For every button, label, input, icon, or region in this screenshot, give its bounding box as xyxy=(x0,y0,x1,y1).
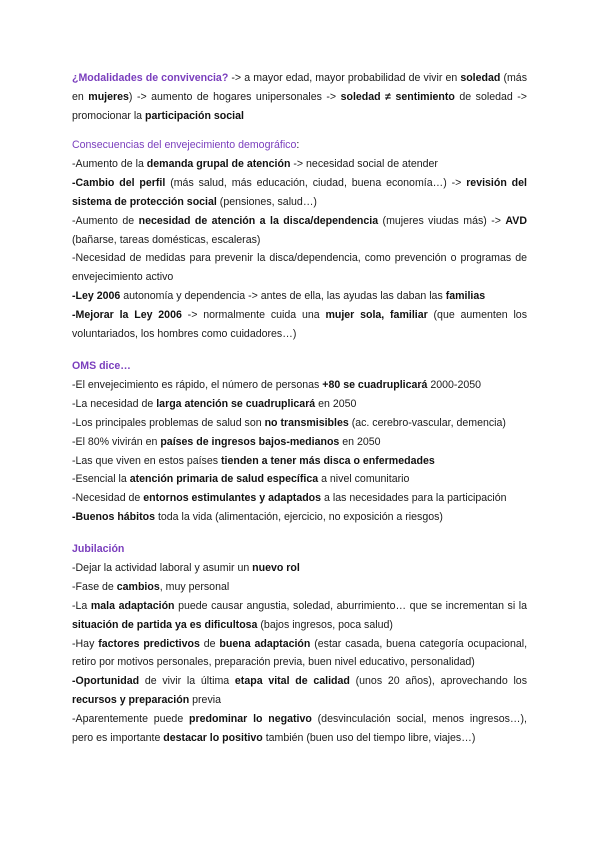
list-item xyxy=(72,414,527,433)
bold-text: larga atención se cuadruplicará xyxy=(156,397,316,410)
bold-text: revisión del sistema de protección social xyxy=(72,176,527,208)
section-oms xyxy=(72,357,527,527)
text: -Esencial la xyxy=(72,473,130,486)
bold-text: soledad ≠ sentimiento xyxy=(340,90,455,103)
bold-text: no transmisibles xyxy=(264,416,349,429)
bold-text: AVD xyxy=(505,214,527,227)
bold-text: +80 se cuadruplicará xyxy=(322,378,428,391)
bold-text: familias xyxy=(445,290,486,303)
text: en 2050 xyxy=(339,435,381,448)
bold-text: mala adaptación xyxy=(90,599,175,612)
text: -Los principales problemas de salud son xyxy=(72,416,265,429)
bold-text: predominar lo negativo xyxy=(189,713,312,726)
text: (estar casada, buena categoría ocupacional, retiro por motivos personales, preparación previa, buen nivel educativo, personalidad) xyxy=(72,637,528,669)
bold-text: soledad xyxy=(460,72,501,84)
text: 2000-2050 xyxy=(427,378,482,391)
text: -El envejecimiento es rápido, el número de personas xyxy=(72,378,323,391)
section-consecuencias xyxy=(72,136,527,344)
text: -> normalmente cuida una xyxy=(181,309,326,322)
bold-text: atención primaria de salud específica xyxy=(129,473,319,486)
text: -La xyxy=(72,599,91,612)
heading-text: OMS dice… xyxy=(72,360,131,372)
bold-text: demanda grupal de atención xyxy=(146,157,291,170)
list-item xyxy=(72,470,527,489)
list-item xyxy=(72,597,527,635)
text: : xyxy=(296,139,300,151)
list-item xyxy=(72,635,527,673)
text: -Aumento de la xyxy=(72,157,147,170)
text: -Dejar la actividad laboral y asumir un xyxy=(72,561,253,574)
intro-paragraph xyxy=(72,69,527,126)
list-item xyxy=(72,710,527,748)
bold-text: cambios xyxy=(116,580,160,593)
bold-text: etapa vital de calidad xyxy=(234,675,350,688)
text: previa xyxy=(189,694,221,707)
list-item xyxy=(72,376,527,395)
section-jubilacion xyxy=(72,540,527,748)
list-item xyxy=(72,174,527,212)
bold-text: países de ingresos bajos-medianos xyxy=(160,435,340,448)
bold-text: situación de partida ya es dificultosa xyxy=(72,618,258,631)
text: -Necesidad de xyxy=(72,492,144,505)
text: también (buen uso del tiempo libre, viajes…) xyxy=(262,732,476,745)
text: toda la vida (alimentación, ejercicio, no exposición a riesgos) xyxy=(155,511,443,524)
bold-text: -Cambio del perfil xyxy=(72,176,166,189)
heading-text: Jubilación xyxy=(72,543,125,555)
text: -Aumento de xyxy=(72,214,139,227)
intro-question: ¿Modalidades de convivencia? xyxy=(72,72,229,84)
text: autonomía y dependencia -> antes de ella, las ayudas las daban las xyxy=(120,290,446,303)
text: -La necesidad de xyxy=(72,397,157,410)
bold-text: tienden a tener más disca o enfermedades xyxy=(221,454,435,467)
bold-text: -Oportunidad xyxy=(72,675,140,688)
text: (bañarse, tareas domésticas, escaleras) xyxy=(72,233,261,246)
bold-text: -Mejorar la Ley 2006 xyxy=(72,309,182,322)
text: (desvinculación social, menos ingresos…), pero es importante xyxy=(72,713,527,745)
bold-text: participación social xyxy=(145,109,244,122)
list-item xyxy=(72,489,527,508)
text: -El 80% vivirán en xyxy=(72,435,161,448)
section-heading xyxy=(72,136,527,155)
bold-text: -Buenos hábitos xyxy=(72,511,155,524)
bold-text: buena adaptación xyxy=(219,637,311,650)
text: -Hay xyxy=(72,637,99,650)
heading-text: Consecuencias del envejecimiento demográfico xyxy=(72,139,297,151)
list-item xyxy=(72,508,527,527)
list-item xyxy=(72,212,527,250)
text: -> a mayor edad, mayor probabilidad de vivir en xyxy=(228,72,461,84)
text: -Necesidad de medidas para prevenir la disca/dependencia, como prevención o programas de envejecimiento activo xyxy=(72,252,527,284)
list-item xyxy=(72,559,527,578)
text: (pensiones, salud…) xyxy=(216,195,317,208)
text: , muy personal xyxy=(159,580,230,593)
list-item xyxy=(72,395,527,414)
list-item xyxy=(72,578,527,597)
text: ) -> aumento de hogares unipersonales -> xyxy=(128,90,341,103)
list-item xyxy=(72,452,527,471)
text: (unos 20 años), aprovechando los xyxy=(349,675,527,688)
section-heading xyxy=(72,540,527,559)
text: puede causar angustia, soledad, aburrimiento… que se incrementan si la xyxy=(174,599,527,612)
text: (más en xyxy=(72,72,527,103)
bold-text: necesidad de atención a la disca/dependencia xyxy=(138,214,379,227)
text: de xyxy=(199,637,220,650)
list-item xyxy=(72,249,527,287)
text: de soledad -> promocionar la xyxy=(72,90,527,122)
list-item xyxy=(72,287,527,306)
text: -Las que viven en estos países xyxy=(72,454,221,467)
text: a las necesidades para la participación xyxy=(321,492,507,505)
list-item xyxy=(72,672,527,710)
list-item xyxy=(72,306,527,344)
bold-text: destacar lo positivo xyxy=(163,732,263,745)
text: en 2050 xyxy=(315,397,357,410)
list-item xyxy=(72,155,527,174)
bold-text: entornos estimulantes y adaptados xyxy=(143,492,322,505)
text: a nivel comunitario xyxy=(318,473,410,486)
bold-text: nuevo rol xyxy=(252,561,300,574)
text: -Aparentemente puede xyxy=(72,713,190,726)
text: (mujeres viudas más) -> xyxy=(378,214,506,227)
section-heading xyxy=(72,357,527,376)
text: de vivir la última xyxy=(139,675,235,688)
text: (bajos ingresos, poca salud) xyxy=(257,618,393,631)
text: -Fase de xyxy=(72,580,117,593)
bold-text: factores predictivos xyxy=(98,637,200,650)
bold-text: recursos y preparación xyxy=(72,694,190,707)
bold-text: mujeres xyxy=(88,90,129,103)
text: (más salud, más educación, ciudad, buena economía…) -> xyxy=(165,176,467,189)
bold-text: mujer sola, familiar xyxy=(325,309,428,322)
text: -> necesidad social de atender xyxy=(290,157,438,170)
text: (ac. cerebro-vascular, demencia) xyxy=(348,416,506,429)
text: (que aumenten los voluntariados, los hombres como cuidadores…) xyxy=(72,309,527,341)
bold-text: -Ley 2006 xyxy=(72,290,121,303)
list-item xyxy=(72,433,527,452)
